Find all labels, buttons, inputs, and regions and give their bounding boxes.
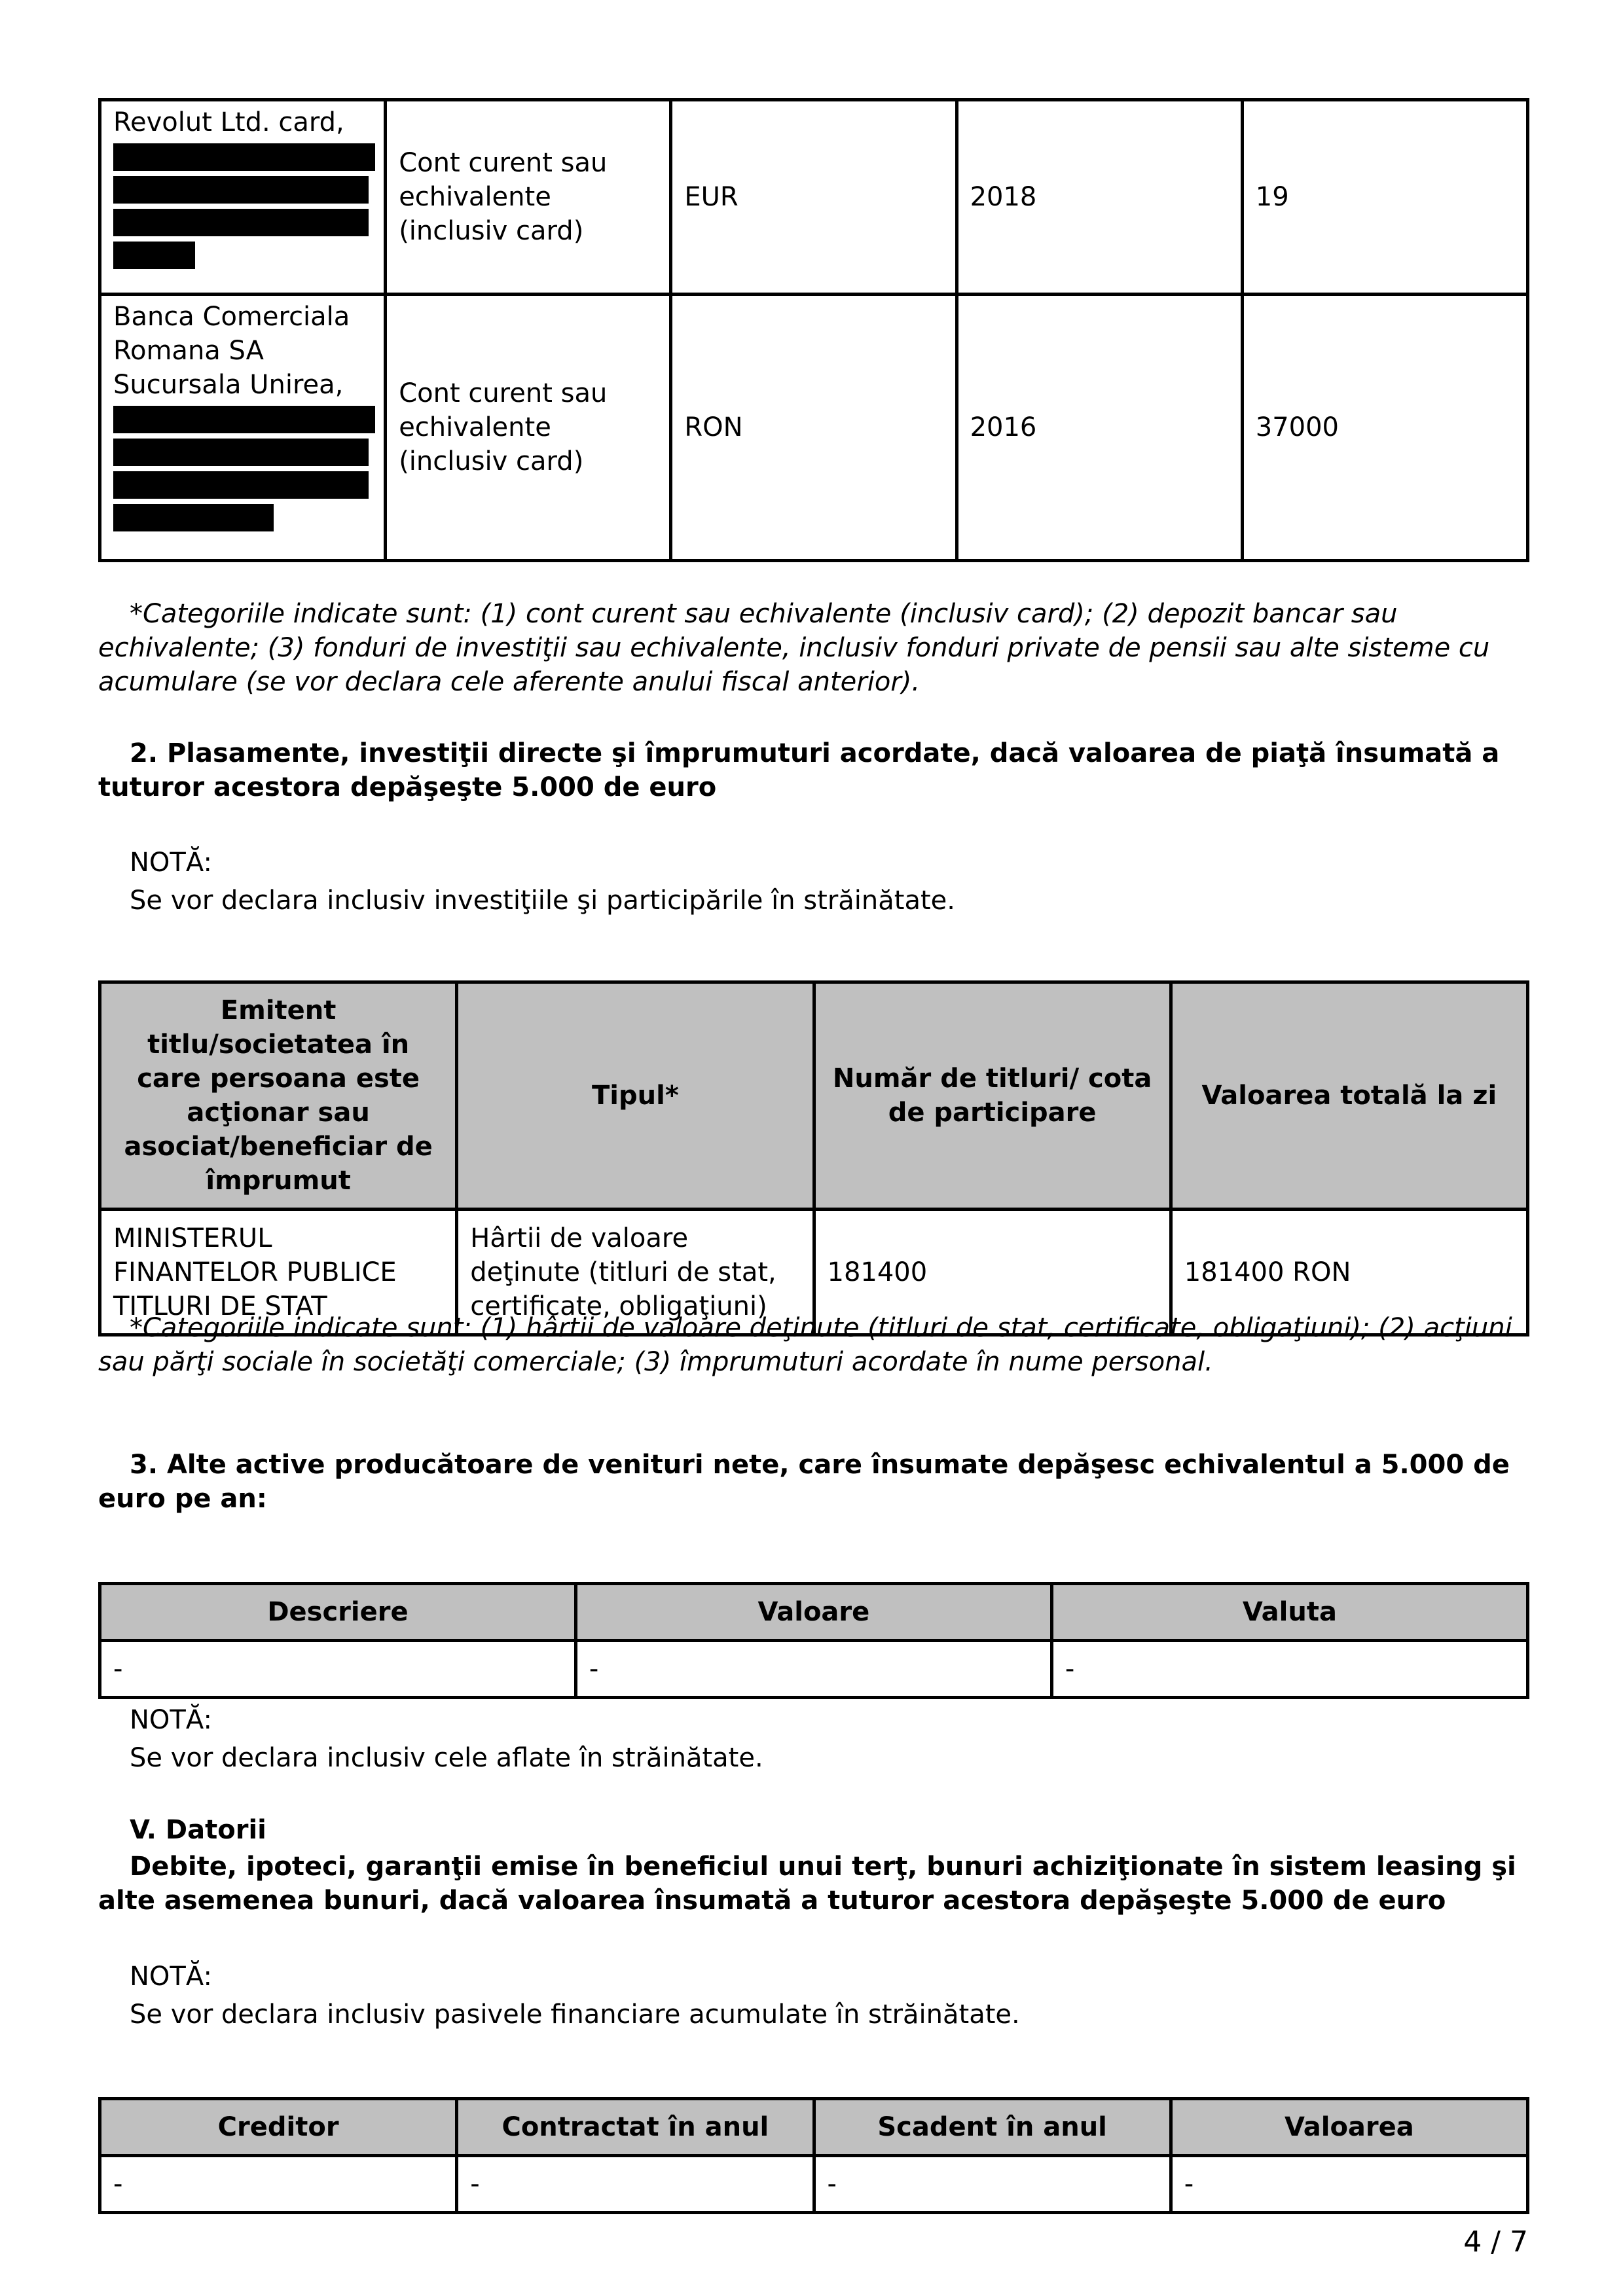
quantity-cell: 181400 — [814, 1210, 1171, 1335]
balance-cell: 37000 — [1242, 295, 1527, 561]
column-header: Valoarea — [1171, 2099, 1527, 2156]
column-header: Contractat în anul — [457, 2099, 814, 2156]
issuer-cell: MINISTERUL FINANTELOR PUBLICE TITLURI DE STAT — [100, 1210, 457, 1335]
value-cell: 181400 RON — [1171, 1210, 1527, 1335]
year-cell: 2018 — [957, 100, 1242, 295]
amount-cell: - — [1171, 2156, 1527, 2213]
nota-label: NOTĂ: — [130, 1705, 212, 1735]
institution-name: Revolut Ltd. card, — [113, 107, 344, 137]
bank-accounts-table — [98, 98, 1529, 562]
account-type-cell: Cont curent sau echivalente (inclusiv card) — [386, 100, 671, 295]
redaction-bar — [113, 439, 369, 466]
section5-title: V. Datorii — [130, 1815, 266, 1845]
currency-cell: RON — [671, 295, 957, 561]
redaction-bar — [113, 209, 369, 236]
column-header: Valuta — [1051, 1584, 1527, 1641]
investments-categories-note: *Categoriile indicate sunt: (1) hârtii de valoare deţinute (titluri de stat, certificate, obligaţiuni); (2) acţiuni sau părţi sociale în societăţi comerciale; (3) împrumuturi acordate în nume personal. — [98, 1313, 1512, 1377]
redaction-bar — [113, 176, 369, 204]
type-cell: Hârtii de valoare deţinute (titluri de stat, certificate, obligaţiuni) — [457, 1210, 814, 1335]
creditor-cell: - — [100, 2156, 457, 2213]
column-header: Scadent în anul — [814, 2099, 1171, 2156]
institution-cell — [100, 295, 386, 561]
column-header: Creditor — [100, 2099, 457, 2156]
page-number: 4 / 7 — [1463, 2225, 1528, 2259]
column-header: Tipul* — [457, 982, 814, 1210]
redaction-bar — [113, 242, 195, 269]
value-cell: - — [575, 1641, 1051, 1698]
nota-label: NOTĂ: — [130, 848, 212, 878]
debts-table — [98, 2097, 1529, 2214]
table-row — [100, 2156, 1528, 2213]
nota-label: NOTĂ: — [130, 1962, 212, 1992]
table-row — [100, 1641, 1528, 1698]
currency-cell: EUR — [671, 100, 957, 295]
other-assets-table — [98, 1582, 1529, 1699]
section5-heading: Debite, ipoteci, garanţii emise în beneficiul unui terţ, bunuri achiziţionate în sistem leasing şi alte asemenea bunuri, dacă valoarea însumată a tuturor acestora depăşeşte 5.000 de euro — [98, 1852, 1516, 1916]
column-header: Descriere — [100, 1584, 576, 1641]
table-header-row — [100, 2099, 1528, 2156]
redaction-bar — [113, 406, 375, 433]
table-row — [100, 295, 1528, 561]
institution-cell — [100, 100, 386, 295]
year-cell: 2016 — [957, 295, 1242, 561]
investments-table — [98, 980, 1529, 1336]
bank-categories-note: *Categoriile indicate sunt: (1) cont curent sau echivalente (inclusiv card); (2) depozit bancar sau echivalente; (3) fonduri de investiţii sau echivalente, inclusiv fonduri private de pensii sau alte sisteme cu acumulare (se vor declara cele aferente anului fiscal anterior). — [98, 599, 1490, 697]
redaction-bar — [113, 471, 369, 499]
nota-text: Se vor declara inclusiv pasivele financiare acumulate în străinătate. — [130, 2000, 1020, 2030]
column-header: Valoarea totală la zi — [1171, 982, 1527, 1210]
balance-cell: 19 — [1242, 100, 1527, 295]
column-header: Valoare — [575, 1584, 1051, 1641]
table-header-row — [100, 982, 1528, 1210]
account-type-cell: Cont curent sau echivalente (inclusiv card) — [386, 295, 671, 561]
description-cell: - — [100, 1641, 576, 1698]
redaction-bar — [113, 143, 375, 171]
institution-name: Banca Comerciala Romana SA Sucursala Unirea, — [113, 302, 350, 400]
table-header-row — [100, 1584, 1528, 1641]
column-header: Număr de titluri/ cota de participare — [814, 982, 1171, 1210]
nota-text: Se vor declara inclusiv investiţiile şi participările în străinătate. — [130, 886, 955, 916]
column-header: Emitent titlu/societatea în care persoana este acţionar sau asociat/beneficiar de împrumut — [100, 982, 457, 1210]
nota-text: Se vor declara inclusiv cele aflate în străinătate. — [130, 1743, 763, 1773]
redaction-bar — [113, 504, 274, 531]
due-year-cell: - — [814, 2156, 1171, 2213]
contracted-year-cell: - — [457, 2156, 814, 2213]
currency-cell: - — [1051, 1641, 1527, 1698]
table-row — [100, 100, 1528, 295]
section3-heading: 3. Alte active producătoare de venituri nete, care însumate depăşesc echivalentul a 5.000 de euro pe an: — [98, 1450, 1510, 1514]
section2-heading: 2. Plasamente, investiţii directe şi împrumuturi acordate, dacă valoarea de piaţă însumată a tuturor acestora depăşeşte 5.000 de euro — [98, 738, 1500, 802]
